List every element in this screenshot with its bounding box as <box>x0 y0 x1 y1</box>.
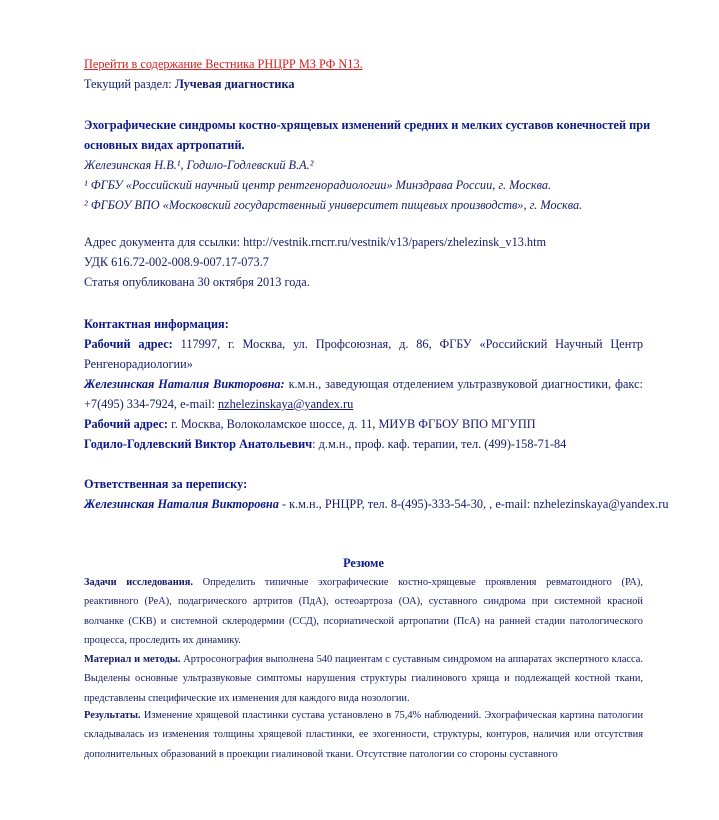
publication-date: Статья опубликована 30 октября 2013 года. <box>84 275 310 289</box>
abstract-results-paragraph <box>84 706 643 764</box>
person-2-details: : д.м.н., проф. каф. терапии, тел. (499)-158-71-84 <box>312 437 567 451</box>
correspondence-details: - к.м.н., РНЦРР, тел. 8-(495)-333-54-30, , e-mail: nzhelezinskaya@yandex.ru <box>278 497 669 511</box>
document-address-row <box>84 232 643 252</box>
authors: Железинская Н.В.¹, Годило-Годлевский В.А.² <box>84 158 314 172</box>
work-address-1-line-1 <box>84 334 643 354</box>
work-address-2-label: Рабочий адрес: <box>84 417 169 431</box>
article-title-line-2: основных видах артропатий. <box>84 138 245 152</box>
person-1-email-link[interactable]: nzhelezinskaya@yandex.ru <box>217 397 354 411</box>
back-to-contents-link[interactable]: Перейти в содержание Вестника РНЦРР МЗ РФ N13. <box>84 57 363 71</box>
work-address-2-row <box>84 414 643 434</box>
abstract-methods-paragraph <box>84 650 643 708</box>
address-label: Адрес документа для ссылки: <box>84 235 241 249</box>
current-section-row <box>84 74 643 94</box>
abstract-methods-text: Артросонография выполнена 540 пациентам с суставным синдромом на аппаратах экспертного класса. Выделены основные ультразвуковые симптомы нарушения структуры гиалинового хряща и подлежащей костной ткани, представлены специфические их изменения для каждого вида нозологии. <box>84 654 643 704</box>
person-1-name: Железинская Наталия Викторовна: <box>84 377 285 391</box>
abstract-methods-label: Материал и методы. <box>84 654 181 665</box>
correspondence-heading: Ответственная за переписку: <box>84 477 248 491</box>
abstract-results-label: Результаты. <box>84 710 141 721</box>
article-title-line-1: Эхографические синдромы костно-хрящевых изменений средних и мелких суставов конечностей при <box>84 118 651 132</box>
back-to-contents-row <box>84 54 643 74</box>
abstract-tasks-paragraph <box>84 573 643 650</box>
correspondence-row <box>84 494 669 514</box>
correspondence-name: Железинская Наталия Викторовна <box>84 497 279 511</box>
affiliation-2: ² ФГБОУ ВПО «Московский государственный университет пищевых производств», г. Москва. <box>84 198 583 212</box>
person-1-line-1 <box>84 374 643 394</box>
abstract-tasks-label: Задачи исследования. <box>84 577 193 588</box>
udk: УДК 616.72-002-008.9-007.17-073.7 <box>84 255 269 269</box>
section-label: Текущий раздел: <box>84 77 172 91</box>
abstract-results-text: Изменение хрящевой пластинки сустава установлено в 75,4% наблюдений. Эхографическая картина патологии складывалась из изменения толщины хрящевой пластинки, ее эхогенности, структуры, контуров, наличия или отсутствия дополнительных образований в проекции гиалиновой ткани. Отсутствие патологии со стороны суставного <box>84 710 643 760</box>
person-1-line-2 <box>84 394 643 414</box>
person-2-name: Годило-Годлевский Виктор Анатольевич <box>84 437 313 451</box>
work-address-2-value: г. Москва, Волоколамское шоссе, д. 11, МИУВ ФГБОУ ВПО МГУПП <box>171 417 536 431</box>
contacts-heading: Контактная информация: <box>84 317 229 331</box>
work-address-1-value: 117997, г. Москва, ул. Профсоюзная, д. 86, ФГБУ «Российский Научный Центр <box>180 337 644 351</box>
abstract-tasks-text: Определить типичные эхографические костно-хрящевые проявления ревматоидного (РА), реактивного (РеА), подагрического артритов (ПдА), остеоартроза (ОА), суставного синдрома при системной красной волчанке (СКВ) и системной склеродермии (ССД), псориатической артропатии (ПсА) на ранней стадии патологического процесса, проследить их динамику. <box>84 577 643 646</box>
work-address-1-label: Рабочий адрес: <box>84 337 173 351</box>
work-address-1-line-2: Ренгенорадиологии» <box>84 357 193 371</box>
person-2-row <box>84 434 643 454</box>
section-name: Лучевая диагностика <box>174 77 295 91</box>
address-url[interactable]: http://vestnik.rncrr.ru/vestnik/v13/papers/zhelezinsk_v13.htm <box>243 235 547 249</box>
abstract-heading: Резюме <box>343 556 384 570</box>
affiliation-1: ¹ ФГБУ «Российский научный центр рентгенорадиологии» Минздрава России, г. Москва. <box>84 178 552 192</box>
person-1-position: к.м.н., заведующая отделением ультразвуковой диагностики, факс: <box>288 377 643 391</box>
person-1-phone: +7(495) 334-7924, e-mail: <box>84 397 218 411</box>
